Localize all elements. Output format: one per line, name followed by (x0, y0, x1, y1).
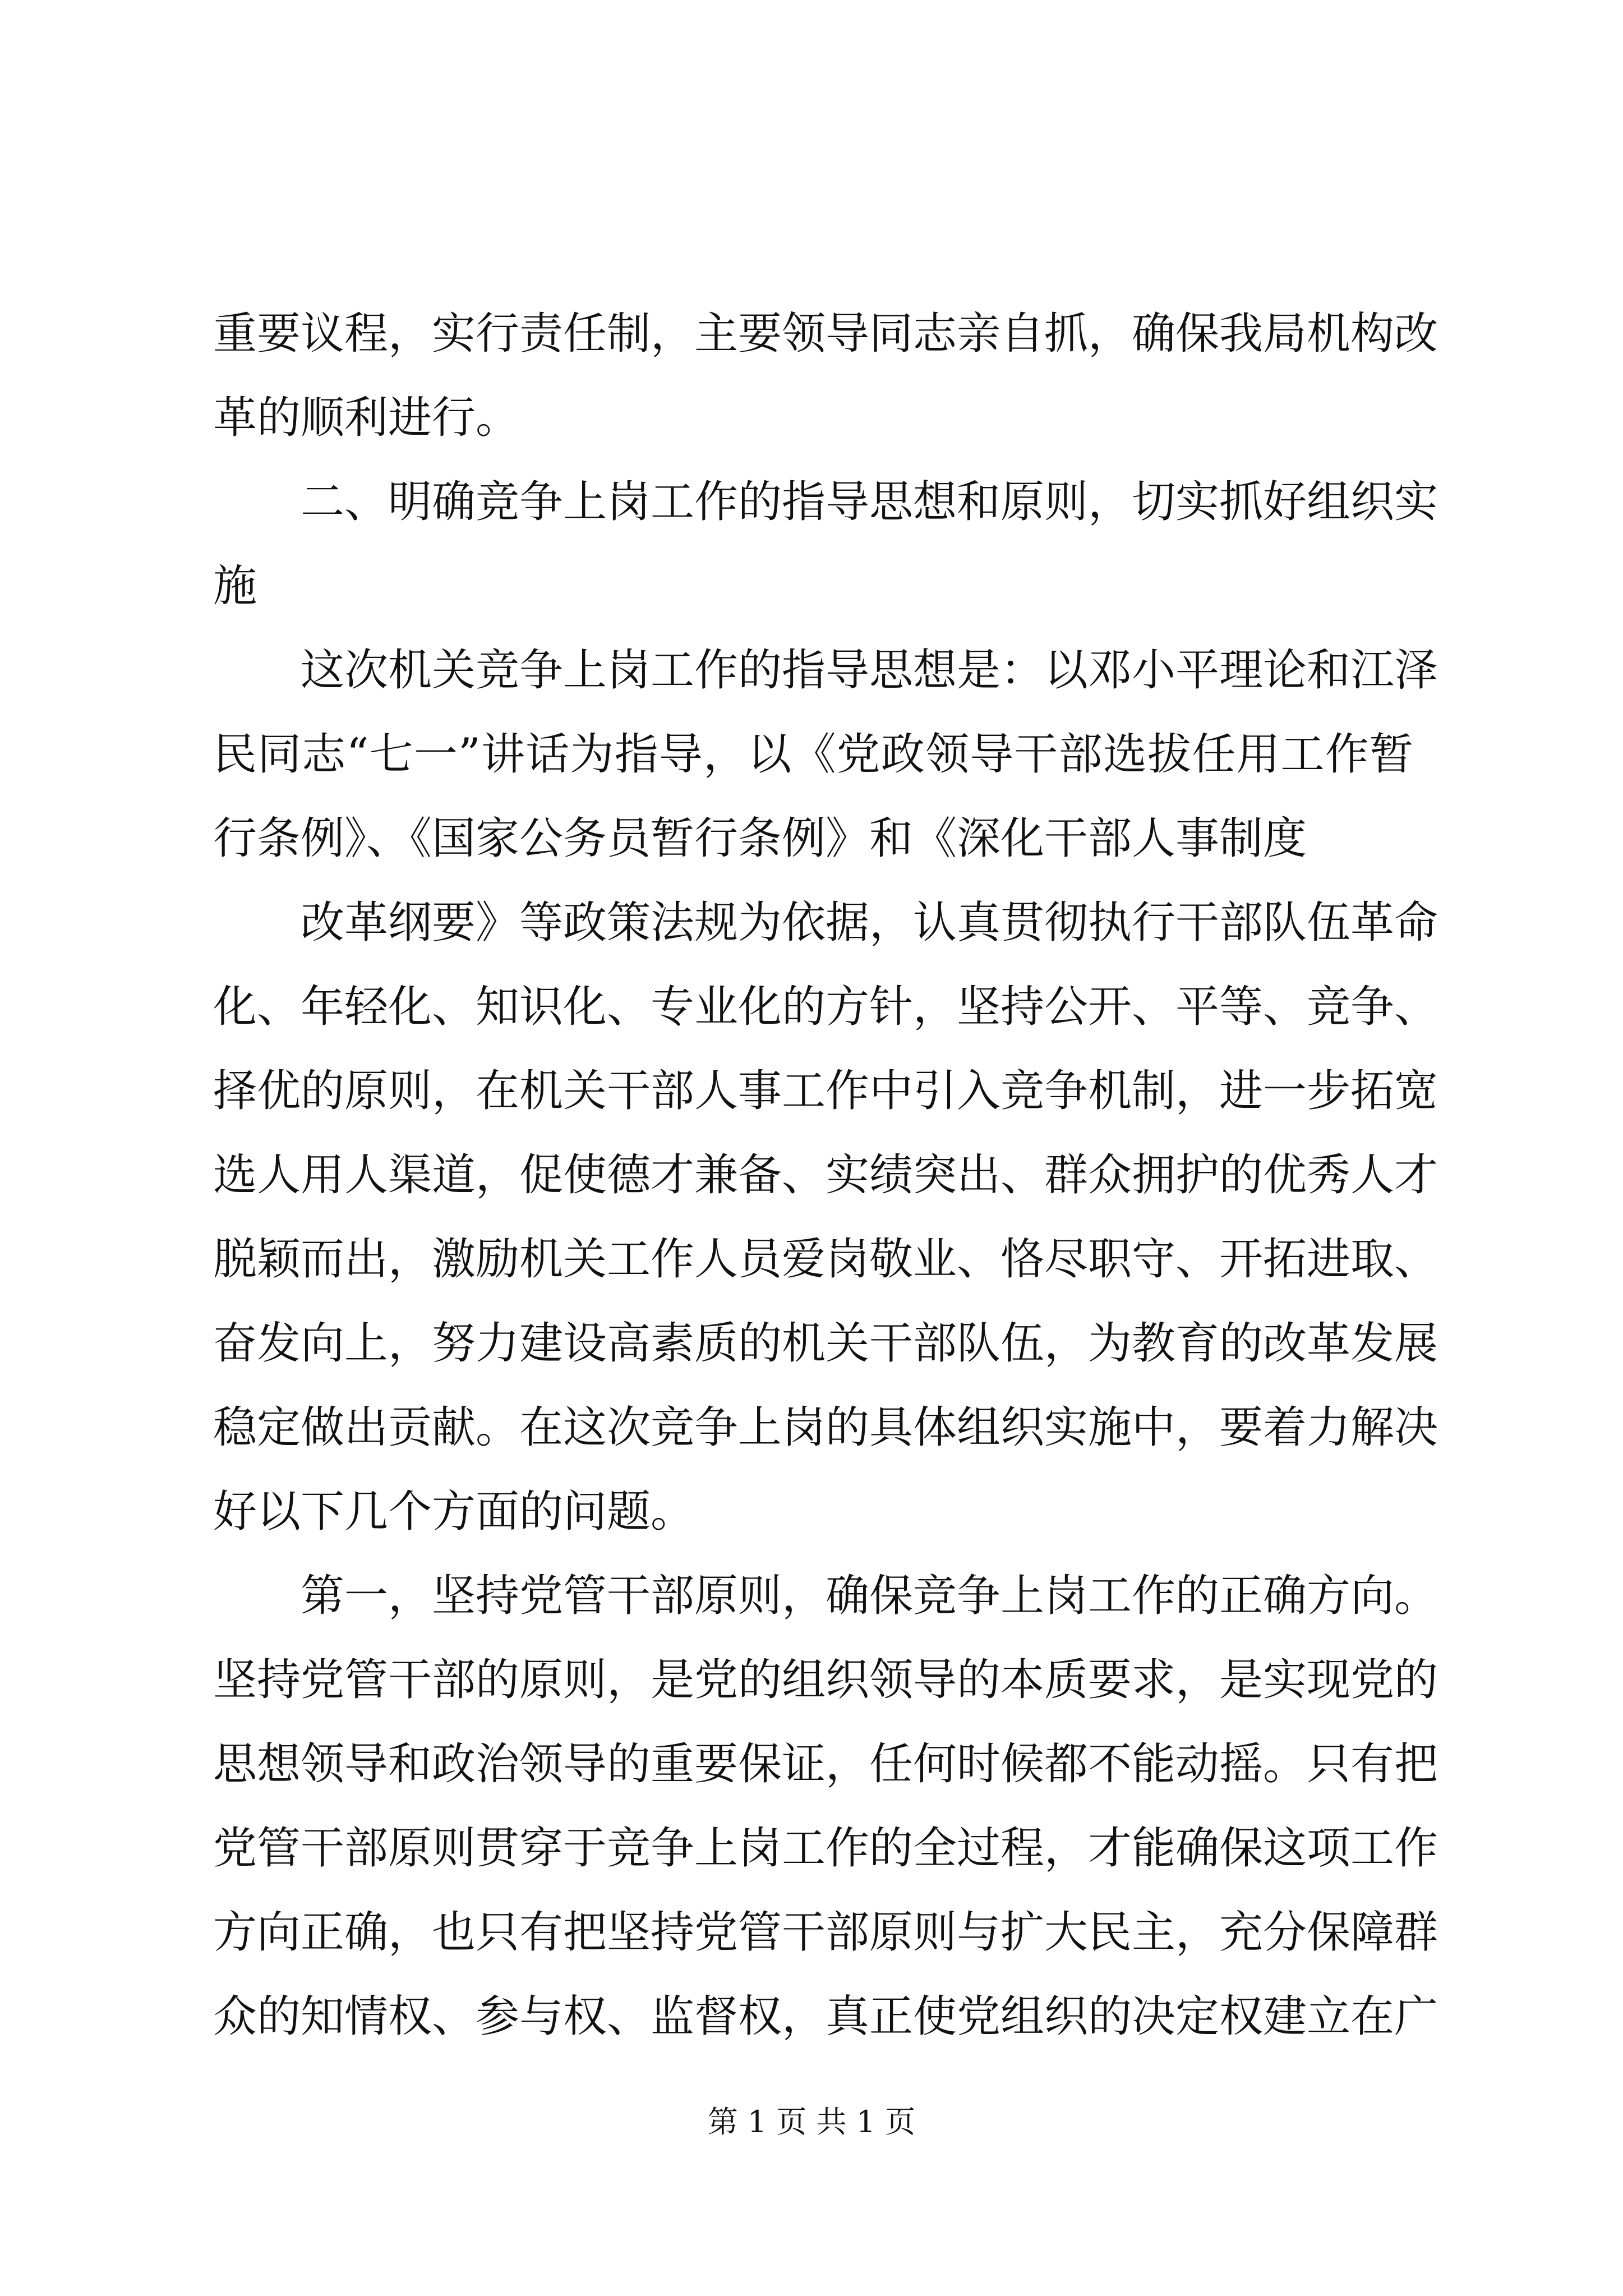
text-line: 行条例》、《国家公务员暂行条例》和《深化干部人事制度 (213, 813, 1307, 864)
text-line: 这次机关竞争上岗工作的指导思想是：以邓小平理论和江泽 (301, 645, 1438, 696)
text-line: 化、年轻化、知识化、专业化的方针，坚持公开、平等、竞争、 (213, 982, 1438, 1032)
text-line: 选人用人渠道，促使德才兼备、实绩突出、群众拥护的优秀人才 (213, 1150, 1438, 1200)
page-footer: 第 1 页 共 1 页 (707, 2104, 916, 2139)
text-line: 施 (213, 561, 257, 611)
document-body (213, 292, 1438, 2059)
text-line: 思想领导和政治领导的重要保证，任何时候都不能动摇。只有把 (213, 1739, 1438, 1789)
text-line: 党管干部原则贯穿于竞争上岗工作的全过程，才能确保这项工作 (213, 1823, 1438, 1874)
text-line: 奋发向上，努力建设高素质的机关干部队伍，为教育的改革发展 (213, 1318, 1438, 1369)
text-line: 稳定做出贡献。在这次竞争上岗的具体组织实施中，要着力解决 (213, 1402, 1438, 1453)
text-line: 择优的原则，在机关干部人事工作中引入竞争机制，进一步拓宽 (213, 1066, 1438, 1116)
text-line: 革的顺利进行。 (213, 393, 520, 443)
text-line: 好以下几个方面的问题。 (213, 1487, 695, 1537)
text-line: 二、明确竞争上岗工作的指导思想和原则，切实抓好组织实 (301, 477, 1438, 527)
text-line: 改革纲要》等政策法规为依据，认真贯彻执行干部队伍革命 (301, 898, 1438, 948)
text-line: 众的知情权、参与权、监督权，真正使党组织的决定权建立在广 (213, 1991, 1438, 2042)
text-line: 方向正确，也只有把坚持党管干部原则与扩大民主，充分保障群 (213, 1907, 1438, 1958)
text-line: 民同志“七一”讲话为指导，以《党政领导干部选拔任用工作暂 (213, 729, 1413, 780)
text-line: 坚持党管干部的原则，是党的组织领导的本质要求，是实现党的 (213, 1655, 1438, 1705)
text-line: 重要议程，实行责任制，主要领导同志亲自抓，确保我局机构改 (213, 309, 1438, 359)
text-line: 脱颖而出，激励机关工作人员爱岗敬业、恪尽职守、开拓进取、 (213, 1234, 1438, 1285)
text-line: 第一，坚持党管干部原则，确保竞争上岗工作的正确方向。 (301, 1571, 1438, 1621)
